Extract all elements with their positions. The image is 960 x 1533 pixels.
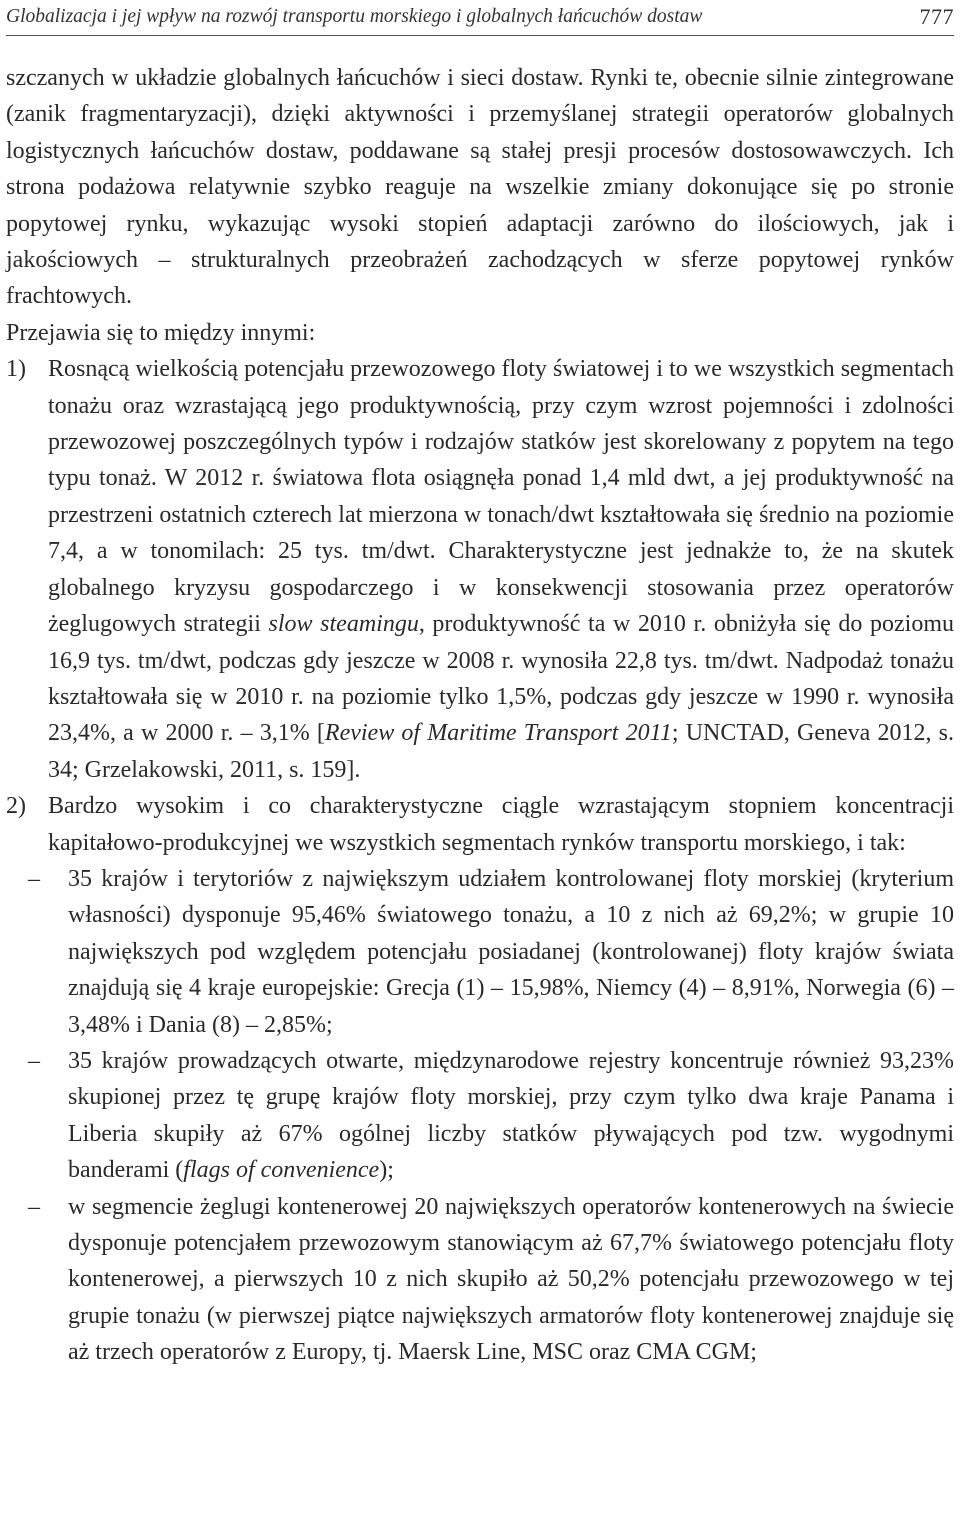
item-number: 2) — [6, 793, 26, 820]
dash-mark: – — [28, 1193, 40, 1220]
dash-mark: – — [28, 1047, 40, 1074]
item-text: , produktywność ta w 2010 r. obniżyła się do poziomu 16,9 tys. tm/dwt, podczas gdy jeszcze w 2008 r. wynosiła 22,8 tys. tm/dwt. Nadpodaż tonażu kształtowała się w 2010 r. na poziomie tylko 1,5%, podczas gdy jeszcze w 1990 r. wynosiła 23,4%, a w 2000 r. – 3,1% [ — [48, 611, 954, 747]
dash-item-text: w segmencie żeglugi kontenerowej 20 największych operatorów kontenerowych na świecie dysponuje potencjałem przewozowym stanowiącym aż 67,7% światowego potencjału floty kontenerowej, a pierwszych 10 z nich skupiło aż 50,2% potencjału przewozowego w tej grupie tonażu (w pierwszej piątce największych armatorów floty kontenerowej znajduje się aż trzech operatorów z Europy, tj. Maersk Line, MSC oraz CMA CGM; — [68, 1193, 954, 1366]
item-italic-term: slow steamingu — [268, 611, 419, 638]
paragraph-intro: szczanych w układzie globalnych łańcuchów i sieci dostaw. Rynki te, obecnie silnie zintegrowane (zanik fragmentaryzacji), dzięki aktywności i przemyślanej strategii operatorów globalnych logistycznych łańcuchów dostaw, poddawane są stałej presji procesów dostosowawczych. Ich strona podażowa relatywnie szybko reaguje na wszelkie zmiany dokonujące się po stronie popytowej rynku, wykazując wysoki stopień adaptacji zarówno do ilościowych, jak i jakościowych – strukturalnych przeobrażeń zachodzących w sferze popytowej rynków frachtowych. — [6, 65, 954, 310]
page-body — [6, 60, 954, 1371]
paragraph-lead-in: Przejawia się to między innymi: — [6, 319, 316, 346]
item-text: Rosnącą wielkością potencjału przewozowego floty światowej i to we wszystkich segmentach tonażu oraz wzrastającą jego produktywnością, przy czym wzrost pojemności i zdolności przewozowej poszczególnych typów i rodzajów statków jest skorelowany z popytem na tego typu tonaż. W 2012 r. światowa flota osiągnęła ponad 1,4 mld dwt, a jej produktywność na przestrzeni ostatnich czterech lat mierzona w tonach/dwt kształtowała się średnio na poziomie 7,4, a w tonomilach: 25 tys. tm/dwt. Charakterystyczne jest jednakże to, że na skutek globalnego kryzysu gospodarczego i w konsekwencji stosowania przez operatorów żeglugowych strategii — [48, 356, 954, 638]
numbered-item-1 — [6, 351, 954, 788]
page-number: 777 — [919, 4, 954, 29]
item-text: Bardzo wysokim i co charakterystyczne ciągle wzrastającym stopniem koncentracji kapitałowo-produkcyjnej we wszystkich segmentach rynków transportu morskiego, i tak: — [48, 793, 954, 856]
item-italic-citation: Review of Maritime Transport 2011 — [324, 720, 672, 747]
running-header — [6, 2, 954, 32]
dash-item — [6, 861, 954, 1043]
numbered-item-2 — [6, 788, 954, 861]
dash-mark: – — [28, 865, 40, 892]
dash-item-text: ); — [379, 1157, 394, 1184]
dash-item — [6, 1189, 954, 1371]
dash-item — [6, 1043, 954, 1189]
item-number: 1) — [6, 356, 26, 383]
dash-item-text: 35 krajów i terytoriów z największym udziałem kontrolowanej floty morskiej (kryterium własności) dysponuje 95,46% światowego tonażu, a 10 z nich aż 69,2%; w grupie 10 największych pod względem potencjału posiadanej (kontrolowanej) floty krajów świata znajdują się 4 kraje europejskie: Grecja (1) – 15,98%, Niemcy (4) – 8,91%, Norwegia (6) – 3,48% i Dania (8) – 2,85%; — [68, 865, 954, 1038]
dash-item-text: 35 krajów prowadzących otwarte, międzynarodowe rejestry koncentruje również 93,23% skupionej przez tę grupę krajów floty morskiej, przy czym tylko dwa kraje Panama i Liberia skupiły aż 67% ogólnej liczby statków pływających pod tzw. wygodnymi banderami ( — [68, 1047, 954, 1184]
header-rule — [6, 35, 954, 36]
dash-item-italic-term: flags of convenience — [183, 1157, 380, 1184]
item-text: ; UNCTAD, Geneva 2012, s. 34; Grzelakowski, 2011, s. 159]. — [48, 720, 954, 783]
dash-list — [6, 861, 954, 1371]
running-title: Globalizacja i jej wpływ na rozwój transportu morskiego i globalnych łańcuchów dostaw — [6, 6, 703, 27]
